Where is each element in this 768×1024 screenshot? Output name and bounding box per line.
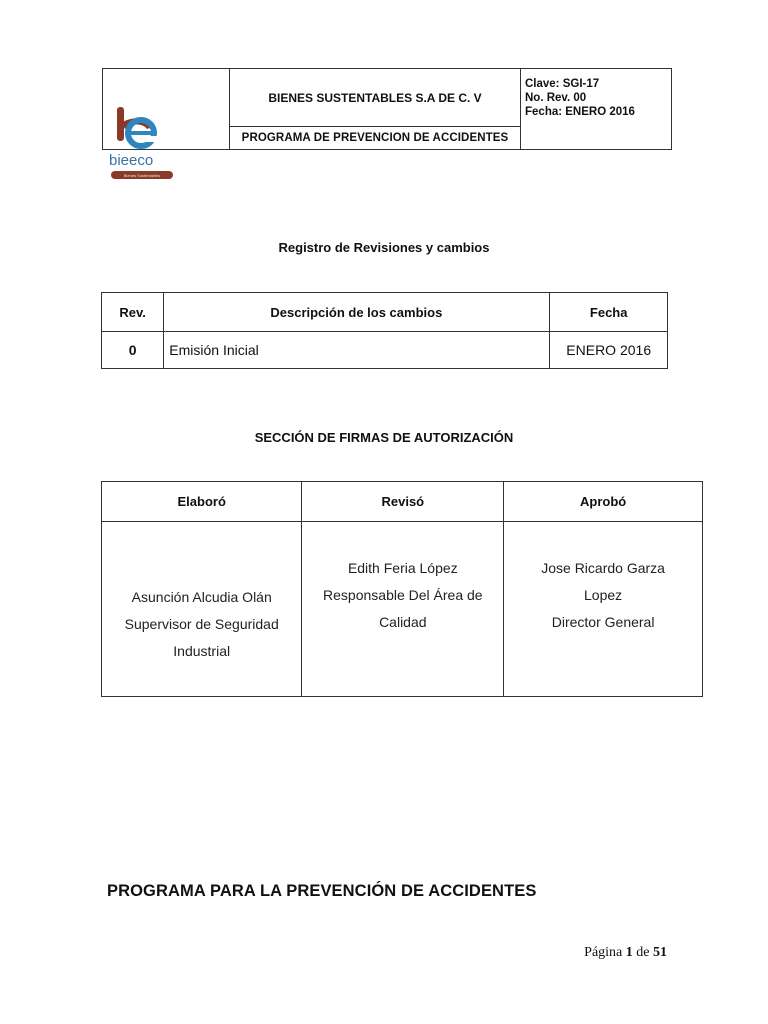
- revisions-header-row: [102, 293, 668, 332]
- page-of: de: [636, 945, 650, 960]
- doc-fecha: Fecha: ENERO 2016: [525, 106, 635, 118]
- signature-aprobo: [504, 522, 703, 697]
- document-meta: [521, 69, 672, 150]
- reviso-name: Edith Feria López: [347, 559, 458, 576]
- reviso-role-line1: Responsable Del Área de: [323, 586, 483, 603]
- col-fecha: Fecha: [550, 293, 668, 332]
- doc-rev: No. Rev. 00: [525, 92, 587, 104]
- signature-elaboro: [102, 522, 302, 697]
- document-header: [102, 68, 672, 178]
- rev-date: ENERO 2016: [550, 332, 668, 369]
- revisions-title: Registro de Revisiones y cambios: [278, 240, 490, 255]
- rev-number: 0: [102, 332, 164, 369]
- rev-description: Emisión Inicial: [164, 332, 550, 369]
- page-total: 51: [653, 945, 667, 960]
- signatures-table: [101, 481, 703, 697]
- col-elaboro: Elaboró: [102, 482, 302, 522]
- reviso-role-line2: Calidad: [379, 613, 427, 630]
- logo-tagline: Bienes Sustentables: [123, 173, 161, 178]
- col-description: Descripción de los cambios: [164, 293, 550, 332]
- main-title: PROGRAMA PARA LA PREVENCIÓN DE ACCIDENTES: [107, 882, 537, 900]
- signatures-row: [102, 522, 703, 697]
- page-label: Página: [584, 945, 623, 960]
- logo-cell: [103, 69, 230, 178]
- doc-clave: Clave: SGI-17: [525, 78, 600, 90]
- elaboro-role-line2: Industrial: [173, 642, 231, 659]
- page-current: 1: [625, 945, 633, 960]
- bieeco-logo: [107, 105, 177, 181]
- aprobo-role: Director General: [551, 613, 655, 630]
- col-rev: Rev.: [102, 293, 164, 332]
- company-name: BIENES SUSTENTABLES S.A DE C. V: [230, 69, 521, 127]
- page-number: [584, 945, 667, 961]
- signatures-title: SECCIÓN DE FIRMAS DE AUTORIZACIÓN: [254, 430, 514, 445]
- signature-reviso: [302, 522, 504, 697]
- aprobo-name-line1: Jose Ricardo Garza: [541, 559, 665, 576]
- logo-wordmark: bieeco: [109, 152, 154, 169]
- col-aprobo: Aprobó: [504, 482, 703, 522]
- signatures-header-row: [102, 482, 703, 522]
- table-row: [102, 332, 668, 369]
- elaboro-name: Asunción Alcudia Olán: [131, 588, 272, 605]
- aprobo-name-line2: Lopez: [584, 586, 623, 603]
- revisions-table: [101, 292, 668, 369]
- program-name: PROGRAMA DE PREVENCION DE ACCIDENTES: [230, 127, 521, 150]
- elaboro-role-line1: Supervisor de Seguridad: [124, 615, 279, 632]
- col-reviso: Revisó: [302, 482, 504, 522]
